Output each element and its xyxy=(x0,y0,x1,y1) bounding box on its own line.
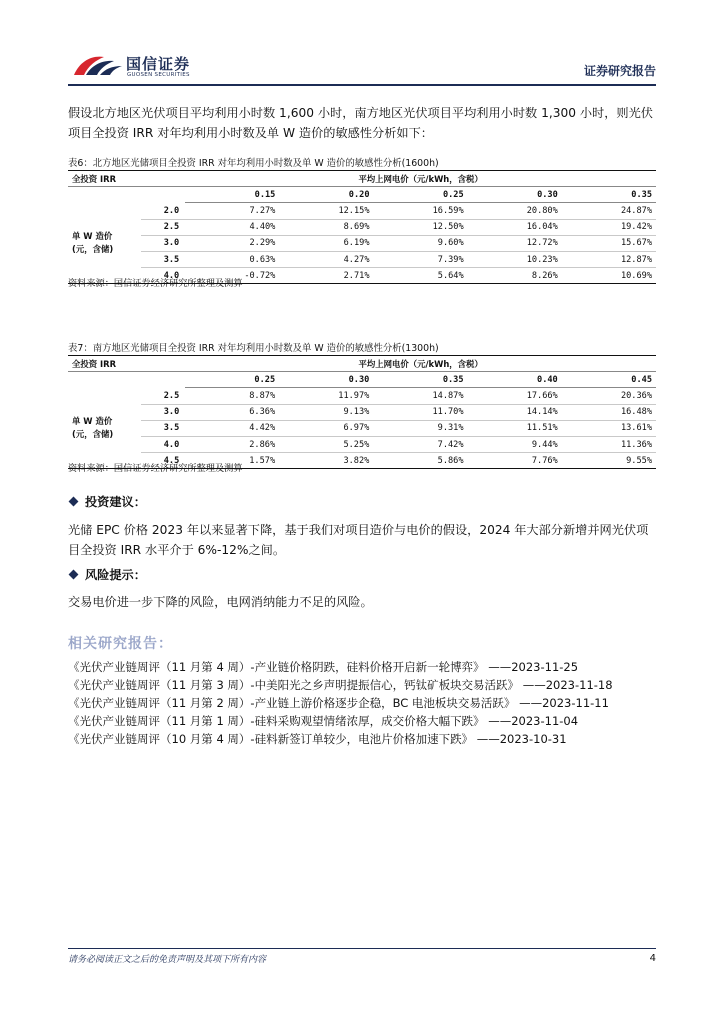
table7-cell: 9.55% xyxy=(626,455,652,466)
table7-price: 0.45 xyxy=(562,372,656,388)
risk-text: 交易电价进一步下降的风险，电网消纳能力不足的风险。 xyxy=(68,595,373,609)
table7-cell: 13.61% xyxy=(562,420,656,436)
table6-price: 0.15 xyxy=(185,187,279,203)
table6-cost: 2.0 xyxy=(141,203,186,219)
table6-cell: 7.27% xyxy=(185,203,279,219)
table7-cell: 7.76% xyxy=(531,455,558,466)
investment-section-title: 投资建议： xyxy=(70,493,146,510)
table7-corner-label: 全投资 IRR xyxy=(68,356,141,372)
table6-cell: 12.15% xyxy=(279,203,373,219)
table7-cell: 7.42% xyxy=(373,436,467,452)
table6-price: 0.20 xyxy=(279,187,373,203)
investment-text: 光储 EPC 价格 2023 年以来显著下降，基于我们对项目造价与电价的假设，2024 年大部分新增并网光伏项目全投资 IRR 水平介于 6%-12%之间。 xyxy=(68,523,649,557)
table6-cell: 24.87% xyxy=(562,203,656,219)
table7-cell: 8.87% xyxy=(185,388,279,404)
table6-cell: 12.72% xyxy=(468,235,562,251)
disclaimer-note: 请务必阅读正文之后的免责声明及其项下所有内容 xyxy=(68,955,267,965)
table6-cell: 10.69% xyxy=(620,270,652,281)
table6-cell: 4.40% xyxy=(185,219,279,235)
table6-cost: 3.0 xyxy=(141,235,186,251)
list-item[interactable]: 《光伏产业链周评（10 月第 4 周）-硅料新签订单较少，电池片价格加速下跌》 ——2023-10-31 xyxy=(68,732,567,746)
table6-cost: 3.5 xyxy=(141,251,186,267)
table7-cell: 4.42% xyxy=(185,420,279,436)
table7-cost: 3.0 xyxy=(141,404,186,420)
diamond-bullet-icon xyxy=(69,497,79,507)
table6-cell: 12.87% xyxy=(562,251,656,267)
table-row xyxy=(68,219,656,235)
table7-cell: 11.36% xyxy=(562,436,656,452)
table7-cost: 4.5 xyxy=(163,455,180,466)
table7-cell: 11.97% xyxy=(279,388,373,404)
report-type: 证券研究报告 xyxy=(583,64,656,78)
table7-cell: 9.13% xyxy=(279,404,373,420)
page-number: 4 xyxy=(649,953,656,964)
table-row xyxy=(68,404,656,420)
table6-cell: 8.69% xyxy=(279,219,373,235)
table7-cell: 9.44% xyxy=(468,436,562,452)
table6-title: 表6：北方地区光储项目全投资 IRR 对年均利用小时数及单 W 造价的敏感性分析(1600h) xyxy=(68,158,439,169)
list-item[interactable]: 《光伏产业链周评（11 月第 3 周）-中美阳光之乡声明提振信心，钙钛矿板块交易活跃》 ——2023-11-18 xyxy=(68,678,613,692)
table7-cell: 6.36% xyxy=(185,404,279,420)
brand-name-cn: 国信证券 xyxy=(126,55,191,73)
table7-cost: 4.0 xyxy=(141,436,186,452)
table6-cell: 5.64% xyxy=(437,270,464,281)
table6-cell: 10.23% xyxy=(468,251,562,267)
table6-source: 资料来源：国信证券经济研究所整理及测算 xyxy=(68,278,243,289)
table6-cell: 2.29% xyxy=(185,235,279,251)
list-item[interactable]: 《光伏产业链周评（11 月第 4 周）-产业链价格阴跌，硅料价格开启新一轮博弈》 ——2023-11-25 xyxy=(68,660,579,674)
table6-cell: 7.39% xyxy=(374,251,468,267)
risk-section-title: 风险提示： xyxy=(70,566,146,583)
table7-price: 0.35 xyxy=(373,372,467,388)
table6-cell: -0.72% xyxy=(244,270,276,281)
page-footer xyxy=(68,948,656,969)
table7-title: 表7：南方地区光储项目全投资 IRR 对年均利用小时数及单 W 造价的敏感性分析(1300h) xyxy=(68,343,439,354)
table7-cell: 11.51% xyxy=(468,420,562,436)
diamond-bullet-icon xyxy=(69,570,79,580)
table6-cell: 20.80% xyxy=(468,203,562,219)
table7-cell: 3.82% xyxy=(343,455,370,466)
table6-price: 0.30 xyxy=(468,187,562,203)
table7-cost: 2.5 xyxy=(141,388,186,404)
guosen-logo-icon xyxy=(70,51,126,79)
table7-cell: 9.31% xyxy=(373,420,467,436)
table7-source: 资料来源：国信证券经济研究所整理及测算 xyxy=(68,463,243,474)
table7-cell: 5.25% xyxy=(279,436,373,452)
table6-price: 0.35 xyxy=(562,187,656,203)
table7-cell: 1.57% xyxy=(249,455,276,466)
table-row xyxy=(68,436,656,452)
table7-cell: 17.66% xyxy=(468,388,562,404)
table7-cost: 3.5 xyxy=(141,420,186,436)
list-item[interactable]: 《光伏产业链周评（11 月第 1 周）-硅料采购观望情绪浓厚，成交价格大幅下跌》 ——2023-11-04 xyxy=(68,714,579,728)
table6-cell: 19.42% xyxy=(562,219,656,235)
table7-cell: 11.70% xyxy=(373,404,467,420)
table6-cell: 16.04% xyxy=(468,219,562,235)
table7-cell: 14.87% xyxy=(373,388,467,404)
page-header xyxy=(68,50,656,86)
table7-cell: 5.86% xyxy=(437,455,464,466)
table6-cell: 12.50% xyxy=(374,219,468,235)
table7-cell: 2.86% xyxy=(185,436,279,452)
table6-cost: 2.5 xyxy=(141,219,186,235)
brand-name-en: GUOSEN SECURITIES xyxy=(127,72,190,78)
table6-cell: 16.59% xyxy=(374,203,468,219)
list-item[interactable]: 《光伏产业链周评（11 月第 2 周）-产业链上游价格逐步企稳，BC 电池板块交易活跃》 ——2023-11-11 xyxy=(68,696,609,710)
table-row xyxy=(68,251,656,267)
table7-price-header: 平均上网电价（元/kWh，含税） xyxy=(185,356,656,372)
table-row xyxy=(68,203,656,219)
table7-cell: 20.36% xyxy=(562,388,656,404)
table7-price: 0.30 xyxy=(279,372,373,388)
table6-cell: 4.27% xyxy=(279,251,373,267)
intro-paragraph: 假设北方地区光伏项目平均利用小时数 1,600 小时，南方地区光伏项目平均利用小时数 1,300 小时，则光伏项目全投资 IRR 对年均利用小时数及单 W 造价的敏感性分析如下： xyxy=(68,106,653,140)
table6-cell: 8.26% xyxy=(531,270,558,281)
related-reports-title: 相关研究报告： xyxy=(68,636,173,652)
table6-corner-label: 全投资 IRR xyxy=(68,171,141,187)
table-row xyxy=(68,235,656,251)
table6-cell: 2.71% xyxy=(343,270,370,281)
table7-cell: 16.48% xyxy=(562,404,656,420)
table6-cell: 15.67% xyxy=(562,235,656,251)
table7-cell: 14.14% xyxy=(468,404,562,420)
table6-row-group-label: 单 W 造价 (元，含储) xyxy=(72,231,114,255)
table7-cell: 6.97% xyxy=(279,420,373,436)
table-row xyxy=(68,420,656,436)
table6-price-header: 平均上网电价（元/kWh，含税） xyxy=(185,171,656,187)
table7 xyxy=(68,355,656,469)
table7-price: 0.25 xyxy=(185,372,279,388)
table6-cell: 9.60% xyxy=(374,235,468,251)
table-row xyxy=(68,388,656,404)
table7-price: 0.40 xyxy=(468,372,562,388)
table6-cost: 4.0 xyxy=(163,270,180,281)
table7-row-group-label: 单 W 造价 (元，含储) xyxy=(72,416,114,440)
table6-cell: 6.19% xyxy=(279,235,373,251)
table6-price: 0.25 xyxy=(374,187,468,203)
table6-cell: 0.63% xyxy=(185,251,279,267)
related-reports-list xyxy=(68,658,613,748)
table6 xyxy=(68,170,656,284)
